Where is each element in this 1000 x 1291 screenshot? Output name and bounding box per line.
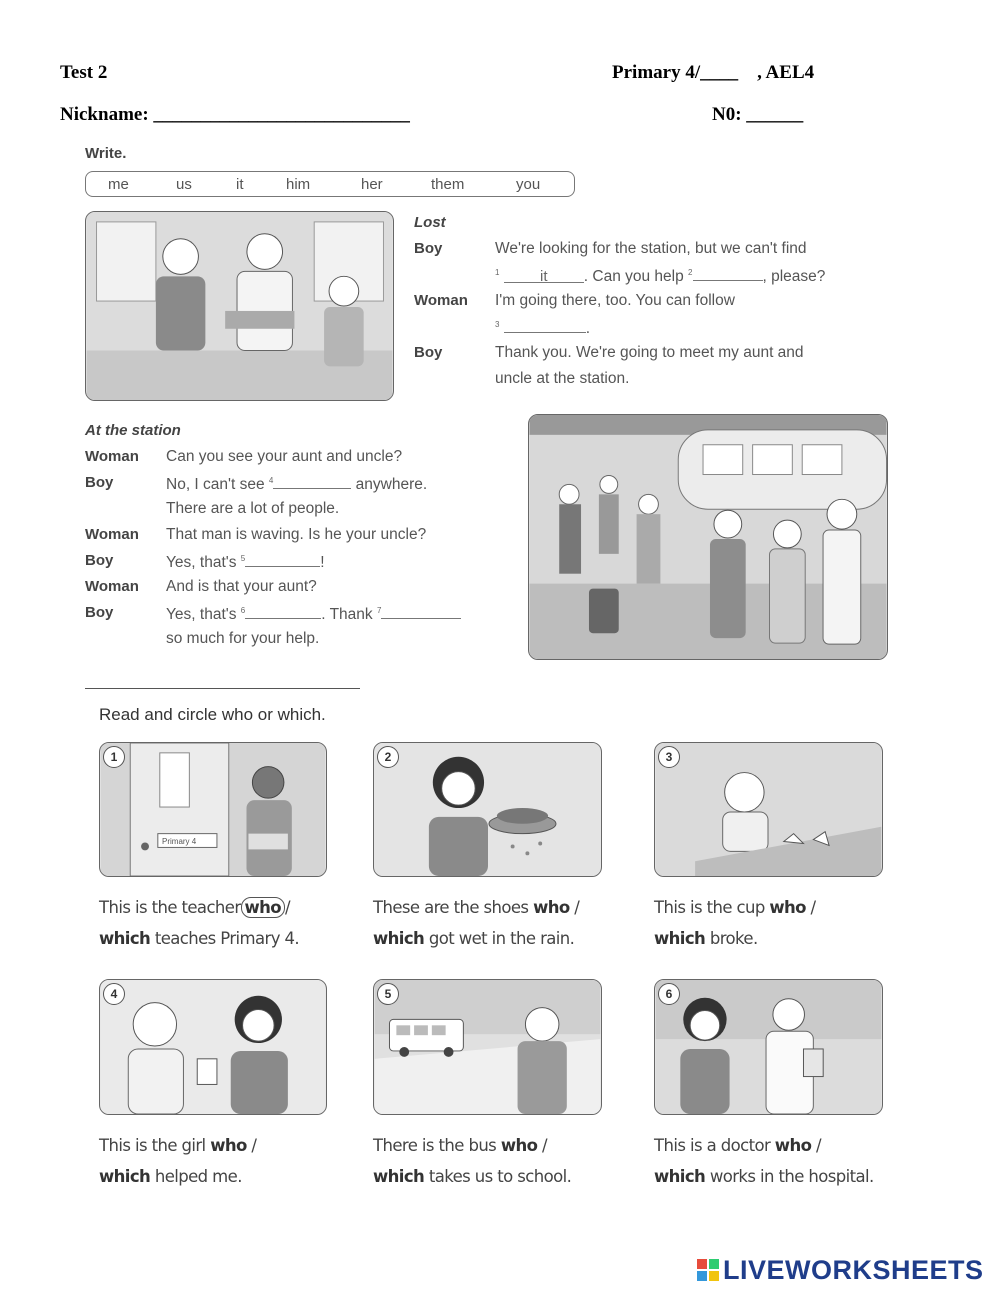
speaker-woman: Woman [414, 292, 468, 309]
lost-line-6: uncle at the station. [495, 370, 630, 387]
item-number: 3 [658, 746, 680, 768]
answer-blank-1[interactable] [504, 268, 584, 283]
lost-line-2 [495, 266, 825, 286]
station-scene-icon [529, 415, 887, 659]
lost-line-5: Thank you. We're going to meet my aunt and [495, 344, 804, 361]
wet-shoes-icon [374, 743, 601, 876]
blank-number: 3 [495, 319, 500, 329]
nickname-field[interactable]: Nickname: ___________________________ [60, 104, 410, 125]
blank-number: 4 [268, 475, 274, 485]
section-divider [85, 688, 360, 689]
test-title: Test 2 [60, 62, 108, 83]
caption-2: These are the shoes who / which got wet in the rain. [373, 898, 580, 948]
station-line-4: That man is waving. Is he your uncle? [166, 526, 427, 543]
write-title: Write. [85, 145, 127, 162]
speaker-boy: Boy [414, 240, 443, 257]
word-him: him [286, 176, 311, 193]
text: got wet in the rain. [428, 929, 575, 948]
circle-title: Read and circle who or which. [99, 705, 326, 724]
text: This is the cup [654, 898, 765, 917]
item-number: 1 [103, 746, 125, 768]
blank-number: 7 [376, 605, 382, 615]
text: . [585, 320, 591, 337]
doctor-hospital-icon [655, 980, 882, 1114]
item-number: 4 [103, 983, 125, 1005]
who-option[interactable]: who [210, 1136, 247, 1155]
station-line-8: so much for your help. [166, 630, 320, 647]
speaker-boy: Boy [85, 552, 114, 569]
girl-helping-icon [100, 980, 326, 1114]
text: This is the girl [99, 1136, 206, 1155]
station-title: At the station [85, 422, 181, 439]
text: . Thank [321, 606, 373, 623]
school-bus-icon [374, 980, 601, 1114]
picture-4 [99, 979, 327, 1115]
text: There is the bus [373, 1136, 497, 1155]
which-option[interactable]: which [99, 1167, 151, 1186]
lost-line-3: I'm going there, too. You can follow [495, 292, 735, 309]
who-option[interactable]: who [769, 898, 806, 917]
which-option[interactable]: which [373, 929, 425, 948]
text: This is a doctor [654, 1136, 771, 1155]
number-field[interactable]: N0: ______ [712, 104, 804, 125]
text: teaches Primary 4. [154, 929, 300, 948]
caption-3: This is the cup who / which broke. [654, 898, 816, 948]
speaker-boy: Boy [85, 474, 114, 491]
who-option[interactable]: who [241, 897, 286, 918]
blank-number: 1 [495, 267, 500, 277]
lost-scene-icon [86, 212, 393, 400]
answer-blank-7[interactable] [381, 604, 461, 619]
text: works in the hospital. [709, 1167, 874, 1186]
lost-line-1: We're looking for the station, but we can't find [495, 240, 807, 257]
teacher-door-icon [100, 743, 326, 876]
picture-1 [99, 742, 327, 877]
brand-name[interactable]: LIVEWORKSHEETS [723, 1255, 984, 1285]
text: These are the shoes [373, 898, 529, 917]
which-option[interactable]: which [373, 1167, 425, 1186]
door-label: Primary 4 [162, 837, 197, 846]
answer-blank-3[interactable] [504, 318, 586, 333]
who-option[interactable]: who [500, 1136, 538, 1155]
word-them: them [431, 176, 465, 193]
item-number: 2 [377, 746, 399, 768]
text: anywhere. [355, 476, 428, 493]
text: ! [320, 554, 325, 571]
word-it: it [236, 176, 244, 193]
caption-5: There is the bus who / which takes us to school. [373, 1136, 572, 1186]
text: . Can you help [583, 268, 684, 285]
station-line-1: Can you see your aunt and uncle? [166, 448, 403, 465]
speaker-woman: Woman [85, 578, 139, 595]
answer-blank-4[interactable] [273, 474, 351, 489]
text: Yes, that's [166, 606, 237, 623]
picture-5 [373, 979, 602, 1115]
word-me: me [108, 176, 129, 193]
speaker-woman: Woman [85, 448, 139, 465]
class-field[interactable]: Primary 4/____ , AEL4 [612, 62, 815, 83]
speaker-boy: Boy [414, 344, 443, 361]
lost-line-4 [495, 318, 590, 338]
station-line-2 [166, 474, 427, 494]
item-number: 5 [377, 983, 399, 1005]
text: broke. [709, 929, 758, 948]
word-you: you [516, 176, 541, 193]
station-line-6: And is that your aunt? [166, 578, 317, 595]
station-line-3: There are a lot of people. [166, 500, 340, 517]
word-us: us [176, 176, 192, 193]
text: Yes, that's [166, 554, 237, 571]
which-option[interactable]: which [99, 929, 151, 948]
blank-number: 6 [240, 605, 246, 615]
item-number: 6 [658, 983, 680, 1005]
picture-2 [373, 742, 602, 877]
caption-1: This is the teacher who / which teaches Primary 4. [99, 898, 300, 948]
blank-number: 5 [240, 553, 246, 563]
liveworksheets-logo-icon [697, 1259, 719, 1281]
picture-6 [654, 979, 883, 1115]
answer-blank-6[interactable] [245, 604, 321, 619]
which-option[interactable]: which [654, 1167, 706, 1186]
text: This is the teacher [99, 898, 241, 917]
speaker-woman: Woman [85, 526, 139, 543]
text: takes us to school. [428, 1167, 572, 1186]
text: , please? [762, 268, 826, 285]
picture-3 [654, 742, 883, 877]
text: helped me. [154, 1167, 242, 1186]
station-illustration [528, 414, 888, 660]
speaker-boy: Boy [85, 604, 114, 621]
answer-blank-2[interactable] [693, 266, 763, 281]
blank-number: 2 [688, 267, 693, 277]
which-option[interactable]: which [654, 929, 706, 948]
caption-4: This is the girl who / which helped me. [99, 1136, 257, 1186]
who-option[interactable]: who [533, 898, 570, 917]
word-bank [85, 171, 575, 197]
lost-illustration [85, 211, 394, 401]
lost-title: Lost [414, 214, 446, 231]
who-option[interactable]: who [774, 1136, 812, 1155]
station-line-7 [166, 604, 461, 624]
word-her: her [361, 176, 383, 193]
station-line-5 [166, 552, 325, 572]
text: No, I can't see [166, 476, 265, 493]
answer-blank-5[interactable] [245, 552, 320, 567]
broken-cup-icon [655, 743, 882, 876]
answer-text: it [540, 268, 548, 285]
caption-6: This is a doctor who / which works in the hospital. [654, 1136, 874, 1186]
